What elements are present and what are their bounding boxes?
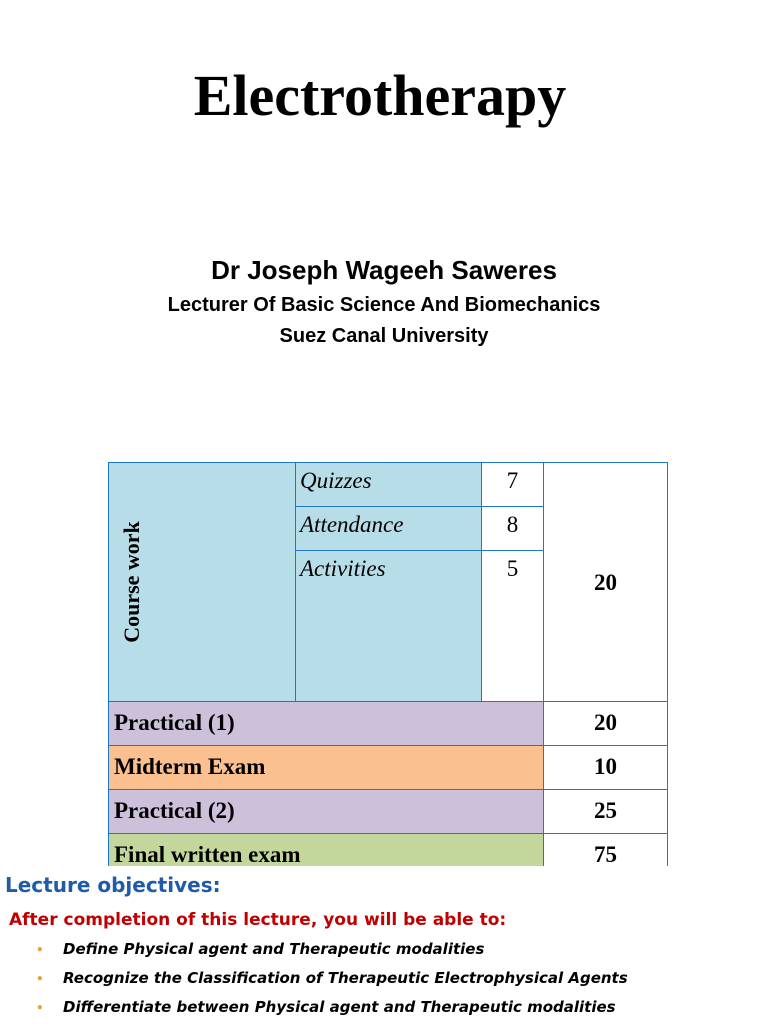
objectives-intro: After completion of this lecture, you will be able to:: [9, 910, 507, 930]
assessment-marks: 20: [543, 701, 668, 746]
coursework-total: 20: [543, 462, 668, 702]
bullet-icon: •: [36, 972, 44, 986]
slide-title: Electrotherapy: [193, 63, 567, 128]
coursework-item-marks: 5: [481, 550, 544, 702]
coursework-item-name: Activities: [295, 550, 482, 702]
coursework-label-cell: [108, 462, 296, 702]
assessment-name: Practical (1): [108, 701, 544, 746]
assessment-name: Midterm Exam: [108, 745, 544, 790]
objective-text: Differentiate between Physical agent and Therapeutic modalities: [63, 998, 616, 1016]
coursework-label: Course work: [119, 521, 145, 643]
author-name: Dr Joseph Wageeh Saweres: [211, 255, 557, 285]
author-university: Suez Canal University: [279, 325, 489, 347]
objectives-list: [36, 940, 628, 1027]
bullet-icon: •: [36, 1001, 44, 1015]
assessment-marks: 10: [543, 745, 668, 790]
objective-item: [36, 998, 628, 1027]
author-role: Lecturer Of Basic Science And Biomechanics: [167, 294, 601, 316]
coursework-item-name: Attendance: [295, 506, 482, 551]
assessment-name: Practical (2): [108, 789, 544, 834]
objective-text: Recognize the Classification of Therapeutic Electrophysical Agents: [63, 969, 628, 987]
coursework-item-marks: 7: [481, 462, 544, 507]
objectives-heading: Lecture objectives:: [5, 873, 221, 897]
objective-item: [36, 969, 628, 998]
objective-text: Define Physical agent and Therapeutic modalities: [63, 940, 485, 958]
coursework-item-name: Quizzes: [295, 462, 482, 507]
assessment-name: Final written exam: [108, 833, 544, 866]
objective-item: [36, 940, 628, 969]
coursework-item-marks: 8: [481, 506, 544, 551]
grading-table: [108, 462, 668, 866]
bullet-icon: •: [36, 943, 44, 957]
assessment-marks: 75: [543, 833, 668, 866]
assessment-marks: 25: [543, 789, 668, 834]
